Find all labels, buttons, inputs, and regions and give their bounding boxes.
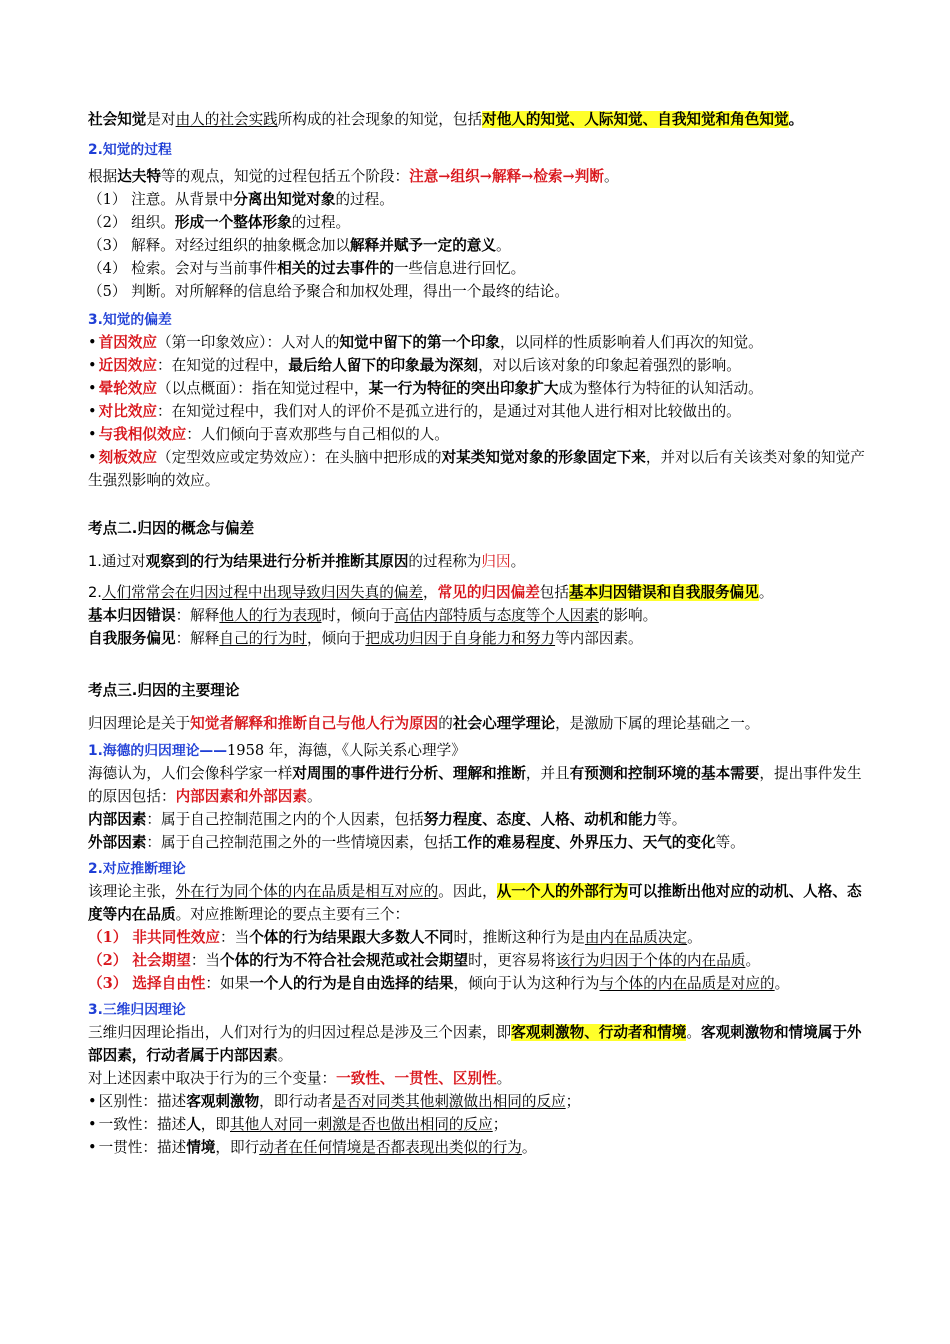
attribution-theory-intro: 归因理论是关于知觉者解释和推断自己与他人行为原因的社会心理学理论，是激励下属的理论基础之一。 bbox=[88, 715, 760, 732]
inference-point: （1） 非共同性效应：当个体的行为结果跟大多数人不同时，推断这种行为是由内在品质决定。 bbox=[88, 929, 702, 946]
three-dimensional-heading: 3.三维归因理论 bbox=[88, 1002, 186, 1018]
process-item: （2） 组织。形成一个整体形象的过程。 bbox=[88, 214, 351, 231]
bias-item: • 刻板效应（定型效应或定势效应）：在头脑中把形成的对某类知觉对象的形象固定下来，并对以后有关该类对象的知觉产生强烈影响的效应。 bbox=[88, 446, 868, 492]
inference-point: （2） 社会期望：当个体的行为不符合社会规范或社会期望时，更容易将该行为归因于个体的内在品质。 bbox=[88, 952, 761, 969]
correspondent-inference-paragraph: 该理论主张，外在行为同个体的内在品质是相互对应的。因此，从一个人的外部行为可以推断出他对应的动机、人格、态度等内在品质。对应推断理论的要点主要有三个： bbox=[88, 883, 862, 923]
fundamental-attribution-error: 基本归因错误：解释他人的行为表现时，倾向于高估内部特质与态度等个人因素的影响。 bbox=[88, 607, 658, 624]
inference-point: （3） 选择自由性：如果一个人的行为是自由选择的结果，倾向于认为这种行为与个体的内在品质是对应的。 bbox=[88, 975, 790, 992]
variable-item: • 区别性：描述客观刺激物，即行动者是否对同类其他刺激做出相同的反应； bbox=[88, 1090, 868, 1113]
heider-paragraph: 海德认为，人们会像科学家一样对周围的事件进行分析、理解和推断，并且有预测和控制环境的基本需要，提出事件发生的原因包括：内部因素和外部因素。 bbox=[88, 765, 862, 805]
internal-factors: 内部因素：属于自己控制范围之内的个人因素，包括努力程度、态度、人格、动机和能力等。 bbox=[88, 811, 687, 828]
heider-heading: 1.海德的归因理论——1958 年，海德，《人际关系心理学》 bbox=[88, 742, 466, 759]
three-variables: 对上述因素中取决于行为的三个变量：一致性、一贯性、区别性。 bbox=[88, 1070, 512, 1087]
attribution-definition: 1.通过对观察到的行为结果进行分析并推断其原因的过程称为归因。 bbox=[88, 553, 526, 570]
variable-item: • 一贯性：描述情境，即行动者在任何情境是否都表现出类似的行为。 bbox=[88, 1136, 868, 1159]
section-heading-perception-bias: 3.知觉的偏差 bbox=[88, 312, 172, 328]
process-lead: 根据达夫特等的观点，知觉的过程包括五个阶段：注意→组织→解释→检索→判断。 bbox=[88, 168, 619, 185]
external-factors: 外部因素：属于自己控制范围之外的一些情境因素，包括工作的难易程度、外界压力、天气的变化等。 bbox=[88, 834, 745, 851]
bias-item: • 首因效应（第一印象效应）：人对人的知觉中留下的第一个印象，以同样的性质影响着人们再次的知觉。 bbox=[88, 331, 868, 354]
topic-heading-attribution-bias: 考点二.归因的概念与偏差 bbox=[88, 520, 255, 537]
three-dimensional-paragraph: 三维归因理论指出，人们对行为的归因过程总是涉及三个因素，即客观刺激物、行动者和情境。客观刺激物和情境属于外部因素，行动者属于内部因素。 bbox=[88, 1024, 862, 1064]
correspondent-inference-heading: 2.对应推断理论 bbox=[88, 861, 186, 877]
self-serving-bias: 自我服务偏见：解释自己的行为时，倾向于把成功归因于自身能力和努力等内部因素。 bbox=[88, 630, 643, 647]
intro-paragraph: 社会知觉是对由人的社会实践所构成的社会现象的知觉，包括对他人的知觉、人际知觉、自我知觉和角色知觉。 bbox=[88, 111, 804, 128]
process-item: （1） 注意。从背景中分离出知觉对象的过程。 bbox=[88, 191, 394, 208]
bias-item: • 对比效应：在知觉过程中，我们对人的评价不是孤立进行的，是通过对其他人进行相对比较做出的。 bbox=[88, 400, 868, 423]
process-item: （5） 判断。对所解释的信息给予聚合和加权处理，得出一个最终的结论。 bbox=[88, 283, 569, 300]
document-page bbox=[88, 108, 868, 1159]
variable-item: • 一致性：描述人，即其他人对同一刺激是否也做出相同的反应； bbox=[88, 1113, 868, 1136]
topic-heading-attribution-theories: 考点三.归因的主要理论 bbox=[88, 682, 240, 699]
attribution-bias-paragraph: 2.人们常常会在归因过程中出现导致归因失真的偏差，常见的归因偏差包括基本归因错误和自我服务偏见。 bbox=[88, 584, 774, 601]
bias-item: • 晕轮效应（以点概面）：指在知觉过程中，某一行为特征的突出印象扩大成为整体行为特征的认知活动。 bbox=[88, 377, 868, 400]
section-heading-perception-process: 2.知觉的过程 bbox=[88, 142, 172, 158]
bias-item: • 与我相似效应：人们倾向于喜欢那些与自己相似的人。 bbox=[88, 423, 868, 446]
process-item: （4） 检索。会对与当前事件相关的过去事件的一些信息进行回忆。 bbox=[88, 260, 526, 277]
process-item: （3） 解释。对经过组织的抽象概念加以解释并赋予一定的意义。 bbox=[88, 237, 511, 254]
bias-item: • 近因效应：在知觉的过程中，最后给人留下的印象最为深刻，对以后该对象的印象起着强烈的影响。 bbox=[88, 354, 868, 377]
